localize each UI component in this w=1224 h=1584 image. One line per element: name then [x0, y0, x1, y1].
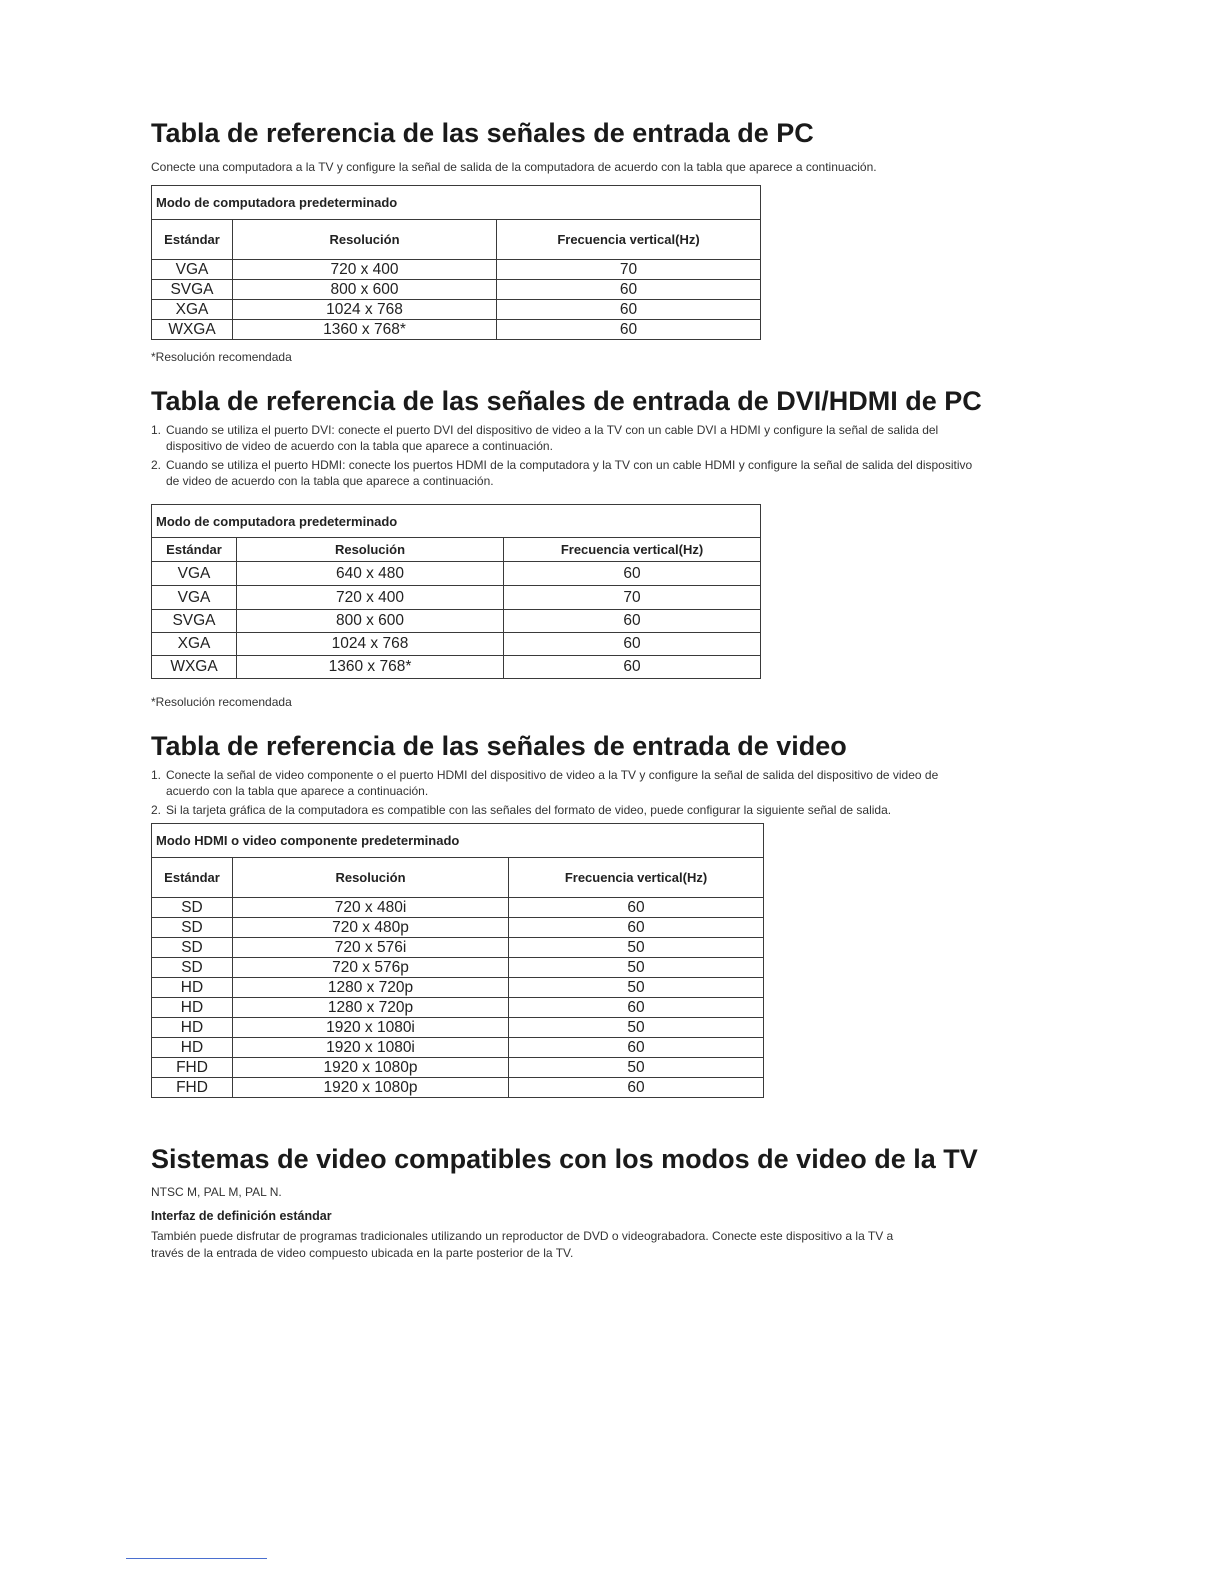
cell-frequency: 50	[509, 958, 764, 978]
list-item-number: 2.	[151, 458, 162, 472]
cell-standard: XGA	[152, 633, 237, 656]
cell-resolution: 1280 x 720p	[233, 998, 509, 1018]
table-row	[152, 998, 764, 1018]
cell-resolution: 720 x 400	[237, 586, 504, 610]
column-header-standard: Estándar	[152, 538, 237, 562]
table-row	[152, 918, 764, 938]
cell-frequency: 60	[509, 918, 764, 938]
cell-standard: FHD	[152, 1078, 233, 1098]
cell-standard: VGA	[152, 562, 237, 586]
table-caption: Modo HDMI o video componente predeterminado	[152, 824, 764, 858]
table-row	[152, 633, 761, 656]
list-item	[151, 457, 1071, 489]
column-header-frequency: Frecuencia vertical(Hz)	[504, 538, 761, 562]
column-header-frequency: Frecuencia vertical(Hz)	[497, 220, 761, 260]
cell-resolution: 720 x 576i	[233, 938, 509, 958]
cell-standard: WXGA	[152, 656, 237, 679]
cell-standard: HD	[152, 1038, 233, 1058]
cell-frequency: 60	[504, 633, 761, 656]
table-row	[152, 562, 761, 586]
dvi-hdmi-signal-table	[151, 504, 761, 679]
table-row	[152, 320, 761, 340]
table-row	[152, 938, 764, 958]
cell-frequency: 60	[497, 280, 761, 300]
cell-frequency: 70	[497, 260, 761, 280]
list-item-line: Conecte la señal de video componente o el puerto HDMI del dispositivo de video a la TV y configure la señal de salida del dispositivo de video de	[166, 768, 939, 782]
body-text-line: También puede disfrutar de programas tradicionales utilizando un reproductor de DVD o videograbadora. Conecte este dispositivo a la TV a	[151, 1229, 894, 1243]
cell-resolution: 1280 x 720p	[233, 978, 509, 998]
cell-frequency: 60	[504, 562, 761, 586]
list-item-line: de video de acuerdo con la tabla que aparece a continuación.	[166, 474, 494, 488]
cell-resolution: 1920 x 1080i	[233, 1038, 509, 1058]
table-row	[152, 280, 761, 300]
cell-frequency: 60	[497, 320, 761, 340]
table-row	[152, 610, 761, 633]
cell-standard: VGA	[152, 586, 237, 610]
column-header-resolution: Resolución	[237, 538, 504, 562]
cell-frequency: 50	[509, 1018, 764, 1038]
cell-frequency: 60	[504, 656, 761, 679]
cell-frequency: 70	[504, 586, 761, 610]
column-header-resolution: Resolución	[233, 858, 509, 898]
list-item-number: 1.	[151, 768, 162, 782]
section-intro-pc: Conecte una computadora a la TV y configure la señal de salida de la computadora de acuerdo con la tabla que aparece a continuación.	[151, 160, 877, 174]
table-row	[152, 1078, 764, 1098]
list-item-number: 1.	[151, 423, 162, 437]
body-text-line: través de la entrada de video compuesto ubicada en la parte posterior de la TV.	[151, 1246, 574, 1260]
cell-frequency: 60	[509, 1078, 764, 1098]
dvi-hdmi-instructions	[151, 422, 1071, 492]
table-row	[152, 958, 764, 978]
cell-standard: SVGA	[152, 610, 237, 633]
cell-resolution: 1024 x 768	[237, 633, 504, 656]
supported-systems: NTSC M, PAL M, PAL N.	[151, 1185, 282, 1199]
cell-standard: SD	[152, 958, 233, 978]
cell-frequency: 50	[509, 1058, 764, 1078]
cell-frequency: 50	[509, 938, 764, 958]
cell-frequency: 60	[509, 1038, 764, 1058]
cell-frequency: 60	[509, 898, 764, 918]
table-row	[152, 300, 761, 320]
list-item-line: acuerdo con la tabla que aparece a continuación.	[166, 784, 429, 798]
subsection-title: Interfaz de definición estándar	[151, 1209, 332, 1223]
cell-resolution: 1360 x 768*	[237, 656, 504, 679]
cell-resolution: 1920 x 1080p	[233, 1078, 509, 1098]
column-header-frequency: Frecuencia vertical(Hz)	[509, 858, 764, 898]
cell-resolution: 720 x 400	[233, 260, 497, 280]
cell-standard: HD	[152, 978, 233, 998]
column-header-resolution: Resolución	[233, 220, 497, 260]
footer-divider	[126, 1558, 267, 1559]
recommended-resolution-note: *Resolución recomendada	[151, 350, 292, 364]
list-item-line: dispositivo de video de acuerdo con la tabla que aparece a continuación.	[166, 439, 553, 453]
list-item-line: Cuando se utiliza el puerto DVI: conecte el puerto DVI del dispositivo de video a la TV con un cable DVI a HDMI y configure la señal de salida del	[166, 423, 939, 437]
cell-frequency: 60	[504, 610, 761, 633]
list-item	[151, 802, 1071, 818]
list-item-line: Si la tarjeta gráfica de la computadora es compatible con las señales del formato de video, puede configurar la siguiente señal de salida.	[166, 803, 892, 817]
cell-standard: SD	[152, 898, 233, 918]
pc-signal-table	[151, 185, 761, 340]
cell-resolution: 800 x 600	[233, 280, 497, 300]
column-header-standard: Estándar	[152, 858, 233, 898]
table-row	[152, 1038, 764, 1058]
cell-standard: VGA	[152, 260, 233, 280]
cell-standard: SVGA	[152, 280, 233, 300]
cell-standard: FHD	[152, 1058, 233, 1078]
cell-resolution: 720 x 480p	[233, 918, 509, 938]
cell-standard: XGA	[152, 300, 233, 320]
table-row	[152, 656, 761, 679]
cell-standard: HD	[152, 1018, 233, 1038]
cell-frequency: 60	[497, 300, 761, 320]
cell-resolution: 1360 x 768*	[233, 320, 497, 340]
table-row	[152, 260, 761, 280]
section-title-video-systems: Sistemas de video compatibles con los modos de video de la TV	[151, 1144, 978, 1174]
cell-resolution: 1024 x 768	[233, 300, 497, 320]
recommended-resolution-note: *Resolución recomendada	[151, 695, 292, 709]
cell-resolution: 720 x 576p	[233, 958, 509, 978]
table-caption: Modo de computadora predeterminado	[152, 505, 761, 538]
table-row	[152, 586, 761, 610]
cell-frequency: 50	[509, 978, 764, 998]
cell-frequency: 60	[509, 998, 764, 1018]
cell-resolution: 800 x 600	[237, 610, 504, 633]
cell-standard: WXGA	[152, 320, 233, 340]
section-title-dvi-hdmi-signals: Tabla de referencia de las señales de entrada de DVI/HDMI de PC	[151, 386, 982, 416]
video-signal-table	[151, 823, 764, 1098]
cell-standard: HD	[152, 998, 233, 1018]
section-title-pc-signals: Tabla de referencia de las señales de entrada de PC	[151, 118, 814, 148]
table-row	[152, 978, 764, 998]
cell-resolution: 640 x 480	[237, 562, 504, 586]
cell-standard: SD	[152, 918, 233, 938]
column-header-standard: Estándar	[152, 220, 233, 260]
list-item-line: Cuando se utiliza el puerto HDMI: conecte los puertos HDMI de la computadora y la TV con un cable HDMI y configure la señal de salida del dispositivo	[166, 458, 973, 472]
list-item	[151, 767, 1071, 799]
cell-resolution: 1920 x 1080p	[233, 1058, 509, 1078]
cell-standard: SD	[152, 938, 233, 958]
table-caption: Modo de computadora predeterminado	[152, 186, 761, 220]
list-item-number: 2.	[151, 803, 162, 817]
table-row	[152, 1058, 764, 1078]
section-title-video-signals: Tabla de referencia de las señales de entrada de video	[151, 731, 847, 761]
table-row	[152, 1018, 764, 1038]
cell-resolution: 1920 x 1080i	[233, 1018, 509, 1038]
video-instructions	[151, 767, 1071, 821]
cell-resolution: 720 x 480i	[233, 898, 509, 918]
list-item	[151, 422, 1071, 454]
table-row	[152, 898, 764, 918]
